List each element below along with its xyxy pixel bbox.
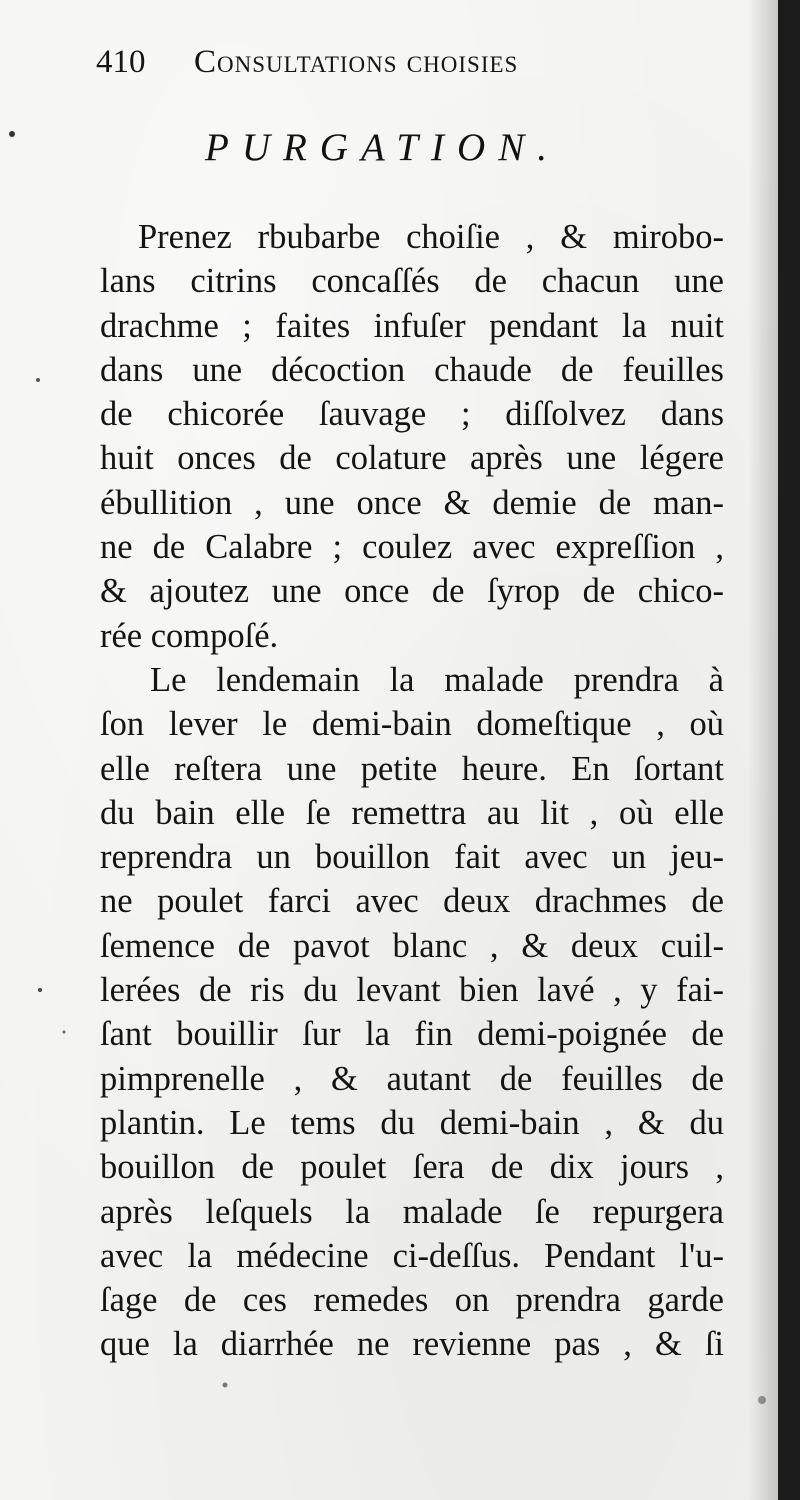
running-head xyxy=(96,44,656,84)
text-line: Prenez rbubarbe choiſie , & mirobo- xyxy=(138,218,724,256)
text-line: pimprenelle , & autant de feuilles de xyxy=(100,1059,724,1098)
text-line: lerées de ris du levant bien lavé , y fai- xyxy=(100,971,724,1010)
text-line: dans une décoction chaude de feuilles xyxy=(100,350,724,389)
text-line: avec la médecine ci-deſſus. Pendant l'u- xyxy=(100,1236,724,1275)
page-number: 410 xyxy=(96,44,146,80)
section-title: PURGATION. xyxy=(205,126,560,169)
text-line: ne poulet farci avec deux drachmes de xyxy=(100,882,724,921)
text-line: huit onces de colature après une légere xyxy=(100,439,724,478)
text-line: drachme ; faites infuſer pendant la nuit xyxy=(100,306,724,345)
text-line: ſemence de pavot blanc , & deux cuil- xyxy=(100,926,724,965)
text-line: ébullition , une once & demie de man- xyxy=(100,483,724,522)
text-line: ne de Calabre ; coulez avec expreſſion , xyxy=(100,528,724,567)
page-edge-shadow xyxy=(748,0,778,1500)
text-line: ſant bouillir ſur la fin demi-poignée de xyxy=(100,1015,724,1054)
text-line: du bain elle ſe remettra au lit , où elle xyxy=(100,793,724,832)
text-line: reprendra un bouillon fait avec un jeu- xyxy=(100,838,724,877)
running-head-title: Consultations choisies xyxy=(194,44,519,80)
text-line: bouillon de poulet ſera de dix jours , xyxy=(100,1148,724,1187)
text-line: & ajoutez une once de ſyrop de chico- xyxy=(100,572,724,611)
text-line: que la diarrhée ne revienne pas , & ſi xyxy=(100,1325,724,1364)
text-line: elle reſtera une petite heure. En ſortant xyxy=(100,749,724,788)
text-line: plantin. Le tems du demi-bain , & du xyxy=(100,1103,724,1142)
text-line: ſage de ces remedes on prendra garde xyxy=(100,1281,724,1320)
text-line: rée compoſé. xyxy=(100,616,279,655)
text-line: après leſquels la malade ſe repurgera xyxy=(100,1192,724,1231)
text-line: Le lendemain la malade prendra à xyxy=(150,660,724,699)
text-line: de chicorée ſauvage ; diſſolvez dans xyxy=(100,395,724,434)
text-line: lans citrins concaſſés de chacun une xyxy=(100,262,724,301)
text-line: ſon lever le demi-bain domeſtique , où xyxy=(100,705,724,744)
body-text xyxy=(100,215,724,1367)
